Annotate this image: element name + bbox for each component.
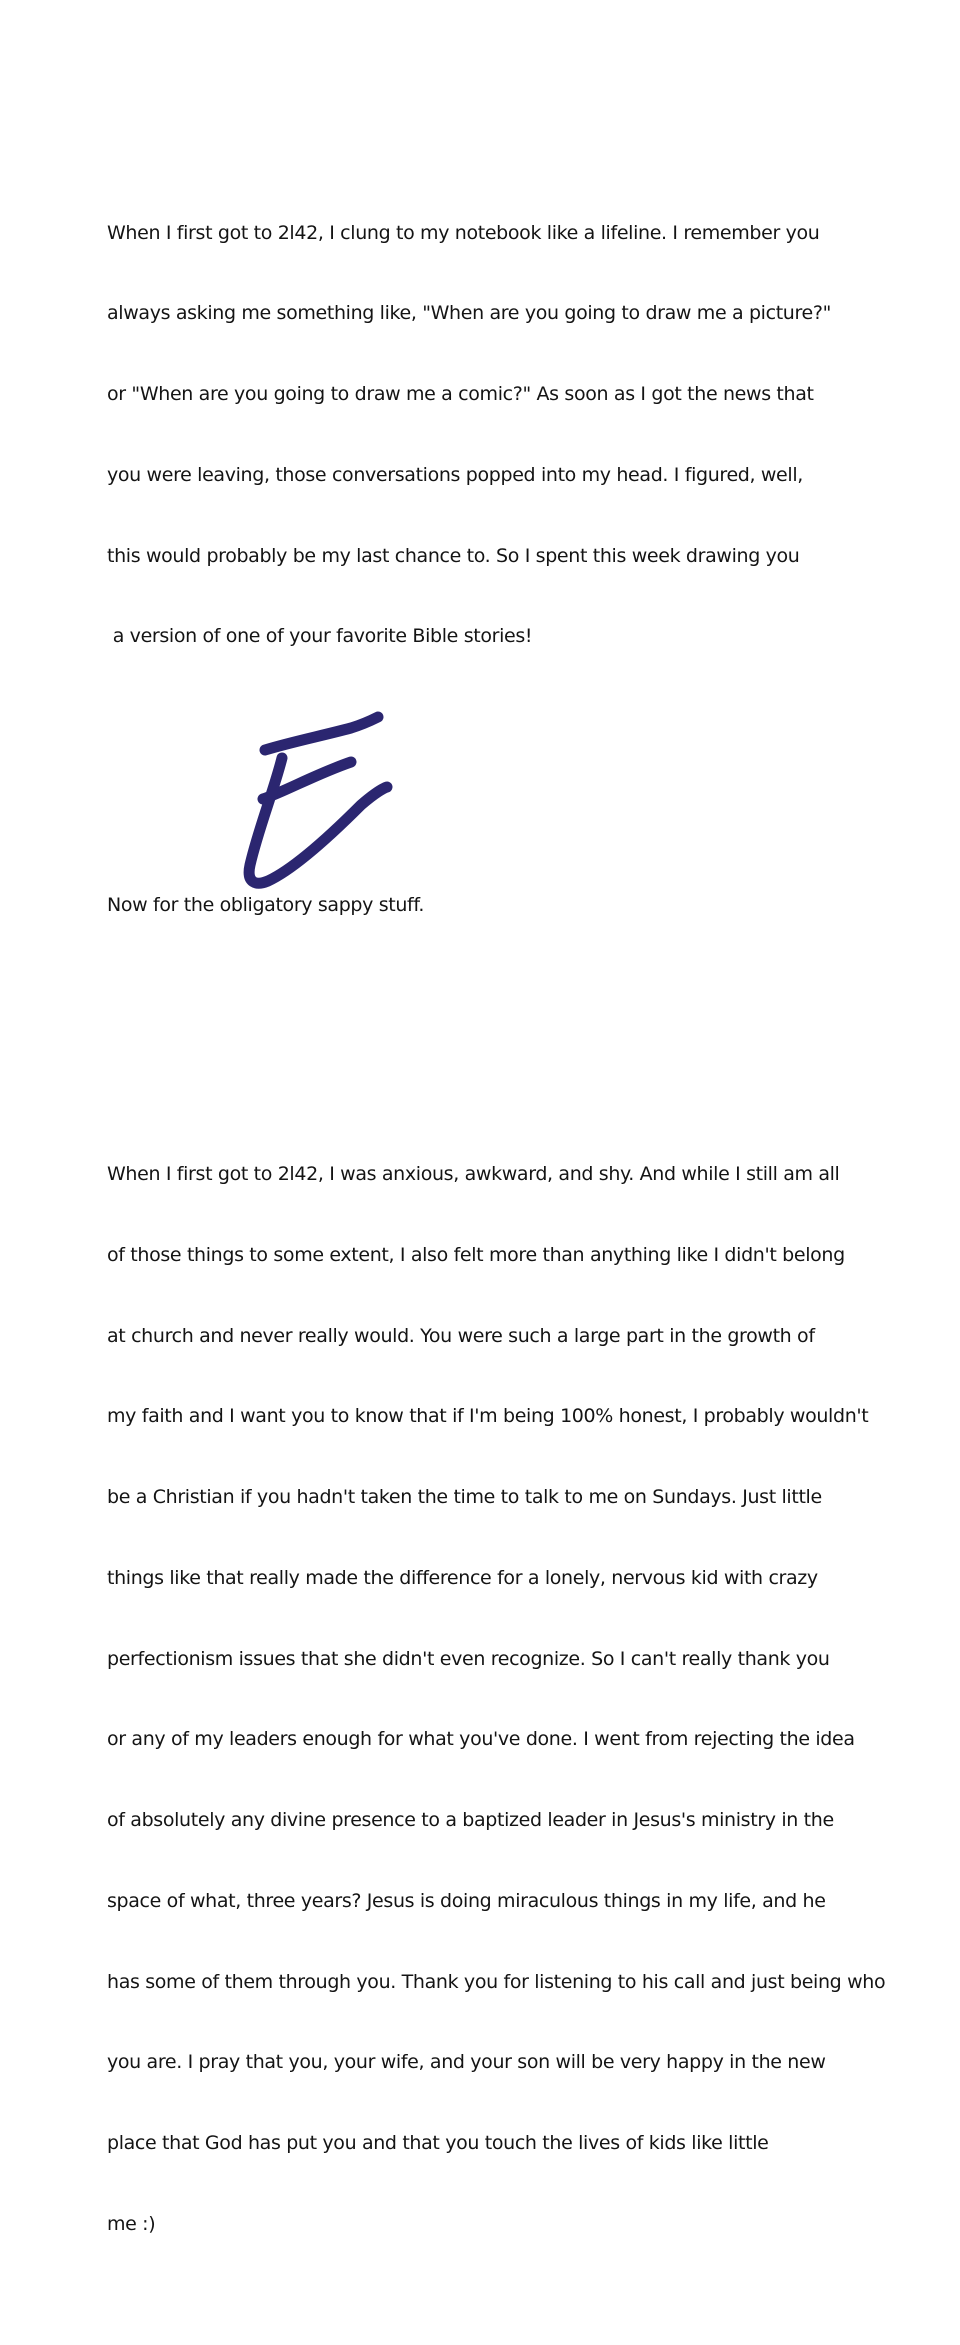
text-line: When I first got to 2l42, I was anxious, awkward, and shy. And while I still am all	[107, 1163, 840, 1186]
paragraph-gap	[107, 1027, 927, 1054]
text-line: this would probably be my last chance to. So I spent this week drawing you	[107, 544, 800, 567]
paragraph-main	[107, 1108, 927, 2292]
text-line: me :)	[107, 2212, 156, 2235]
text-line: When I first got to 2l42, I clung to my notebook like a lifeline. I remember you	[107, 221, 820, 244]
text-line: space of what, three years? Jesus is doing miraculous things in my life, and he	[107, 1889, 826, 1912]
text-line: perfectionism issues that she didn't even recognize. So I can't really thank you	[107, 1647, 830, 1670]
paragraph-transition	[107, 838, 927, 973]
text-line: my faith and I want you to know that if I'm being 100% honest, I probably wouldn't	[107, 1405, 869, 1428]
text-line: of absolutely any divine presence to a baptized leader in Jesus's ministry in the	[107, 1809, 834, 1832]
text-line: place that God has put you and that you touch the lives of kids like little	[107, 2131, 769, 2154]
text-line: you are. I pray that you, your wife, and your son will be very happy in the new	[107, 2051, 826, 2074]
signature-stroke-top	[265, 717, 378, 750]
text-line: be a Christian if you hadn't taken the time to talk to me on Sundays. Just little	[107, 1486, 822, 1509]
text-line: a version of one of your favorite Bible stories!	[107, 625, 533, 648]
text-line: of those things to some extent, I also felt more than anything like I didn't belong	[107, 1244, 845, 1267]
paragraph-intro	[107, 166, 927, 704]
text-line: at church and never really would. You were such a large part in the growth of	[107, 1324, 815, 1347]
letter-body	[107, 112, 927, 2345]
paragraph-gap	[107, 758, 927, 785]
text-line: or any of my leaders enough for what you've done. I went from rejecting the idea	[107, 1728, 855, 1751]
text-line: always asking me something like, "When are you going to draw me a picture?"	[107, 302, 832, 325]
text-line: Now for the obligatory sappy stuff.	[107, 894, 425, 917]
text-line: you were leaving, those conversations popped into my head. I figured, well,	[107, 463, 803, 486]
text-line: or "When are you going to draw me a comic?" As soon as I got the news that	[107, 383, 814, 406]
signature-initial	[236, 700, 406, 900]
text-line: has some of them through you. Thank you for listening to his call and just being who	[107, 1970, 886, 1993]
text-line: things like that really made the difference for a lonely, nervous kid with crazy	[107, 1566, 818, 1589]
